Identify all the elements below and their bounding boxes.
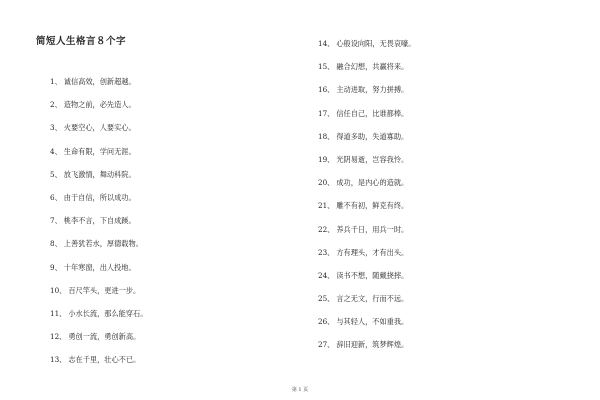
item-text: 百尺竿头，更进一步。: [68, 285, 141, 295]
item-number: 8、: [50, 239, 62, 249]
list-item: [50, 286, 147, 296]
item-number: 3、: [50, 123, 62, 133]
list-item: [318, 340, 415, 350]
item-number: 17、: [318, 108, 335, 118]
list-item: [50, 332, 147, 342]
item-text: 得道多助，失道寡助。: [336, 131, 409, 141]
item-number: 25、: [318, 294, 335, 304]
item-number: 22、: [318, 224, 335, 234]
item-text: 心般设向阳，无畏哀嚎。: [336, 39, 416, 48]
item-text: 火要空心，人要实心。: [63, 123, 136, 133]
item-text: 诚信高效，创新超越。: [63, 77, 136, 86]
item-text: 养兵千日，用兵一时。: [336, 224, 409, 234]
item-number: 13、: [50, 355, 67, 365]
page-footer: 第 1 页: [291, 387, 309, 393]
item-number: 23、: [318, 247, 335, 257]
item-text: 与其轻人，不如重我。: [336, 317, 409, 327]
list-item: [50, 216, 147, 226]
item-number: 19、: [318, 154, 335, 164]
list-item: [318, 109, 415, 119]
item-number: 16、: [318, 85, 335, 95]
item-text: 志在千里，壮心不已。: [68, 355, 141, 365]
left-column: [50, 77, 147, 378]
list-item: [318, 201, 415, 211]
right-column: [318, 39, 415, 364]
list-item: [318, 39, 415, 49]
list-item: [50, 77, 147, 87]
item-text: 读书不想，随戴挠摔。: [336, 270, 409, 280]
list-item: [318, 85, 415, 95]
item-number: 6、: [50, 192, 62, 202]
item-number: 18、: [318, 131, 335, 141]
list-item: [318, 225, 415, 235]
list-item: [50, 263, 147, 273]
item-number: 11、: [50, 308, 67, 318]
list-item: [318, 132, 415, 142]
list-item: [50, 147, 147, 157]
item-text: 小水长流，那么能穿石。: [68, 308, 148, 318]
list-item: [50, 309, 147, 319]
item-text: 方有理头，才有出头。: [336, 247, 409, 257]
item-text: 由于自信，所以成功。: [63, 192, 136, 202]
list-item: [50, 355, 147, 365]
item-text: 融合幻想，共赢将来。: [336, 62, 409, 72]
list-item: [318, 271, 415, 281]
item-number: 5、: [50, 169, 62, 179]
item-text: 十年寒窗，出人投地。: [63, 262, 136, 272]
item-number: 10、: [50, 285, 67, 295]
item-text: 辞旧迎新，筑梦辉煌。: [336, 340, 409, 350]
list-item: [318, 62, 415, 72]
item-text: 成功，是内心的造就。: [336, 178, 409, 188]
item-text: 放飞激情，舞动科院。: [63, 169, 136, 179]
item-text: 勇创一流，勇创新高。: [68, 332, 141, 342]
document-title: 简短人生格言８个字: [36, 36, 127, 47]
item-text: 桃李不言，下自成蹊。: [63, 216, 136, 226]
item-number: 2、: [50, 100, 62, 110]
list-item: [50, 193, 147, 203]
list-item: [50, 100, 147, 110]
item-text: 光阴易逝，岂容我怜。: [336, 154, 409, 164]
item-text: 生命有限，学问无涯。: [63, 146, 136, 156]
list-item: [50, 123, 147, 133]
item-number: 15、: [318, 62, 335, 72]
item-text: 信任自己，比谁都棒。: [336, 108, 409, 118]
item-number: 26、: [318, 317, 335, 327]
list-item: [318, 155, 415, 165]
item-number: 4、: [50, 146, 62, 156]
item-text: 造物之前，必先造人。: [63, 100, 136, 110]
item-number: 24、: [318, 270, 335, 280]
item-number: 21、: [318, 201, 335, 211]
item-number: 20、: [318, 178, 335, 188]
item-number: 12、: [50, 332, 67, 342]
item-number: 1、: [50, 77, 62, 86]
item-number: 27、: [318, 340, 335, 350]
list-item: [318, 317, 415, 327]
item-number: 7、: [50, 216, 62, 226]
list-item: [318, 248, 415, 258]
list-item: [50, 239, 147, 249]
list-item: [318, 294, 415, 304]
item-text: 主动进取，努力拼搏。: [336, 85, 409, 95]
item-number: 14、: [318, 39, 335, 48]
item-text: 言之无文，行而不远。: [336, 294, 409, 304]
item-number: 9、: [50, 262, 62, 272]
list-item: [50, 170, 147, 180]
list-item: [318, 178, 415, 188]
item-text: 上善犹若水，厚德载物。: [63, 239, 143, 249]
item-text: 雕不有初，鲜克有终。: [336, 201, 409, 211]
